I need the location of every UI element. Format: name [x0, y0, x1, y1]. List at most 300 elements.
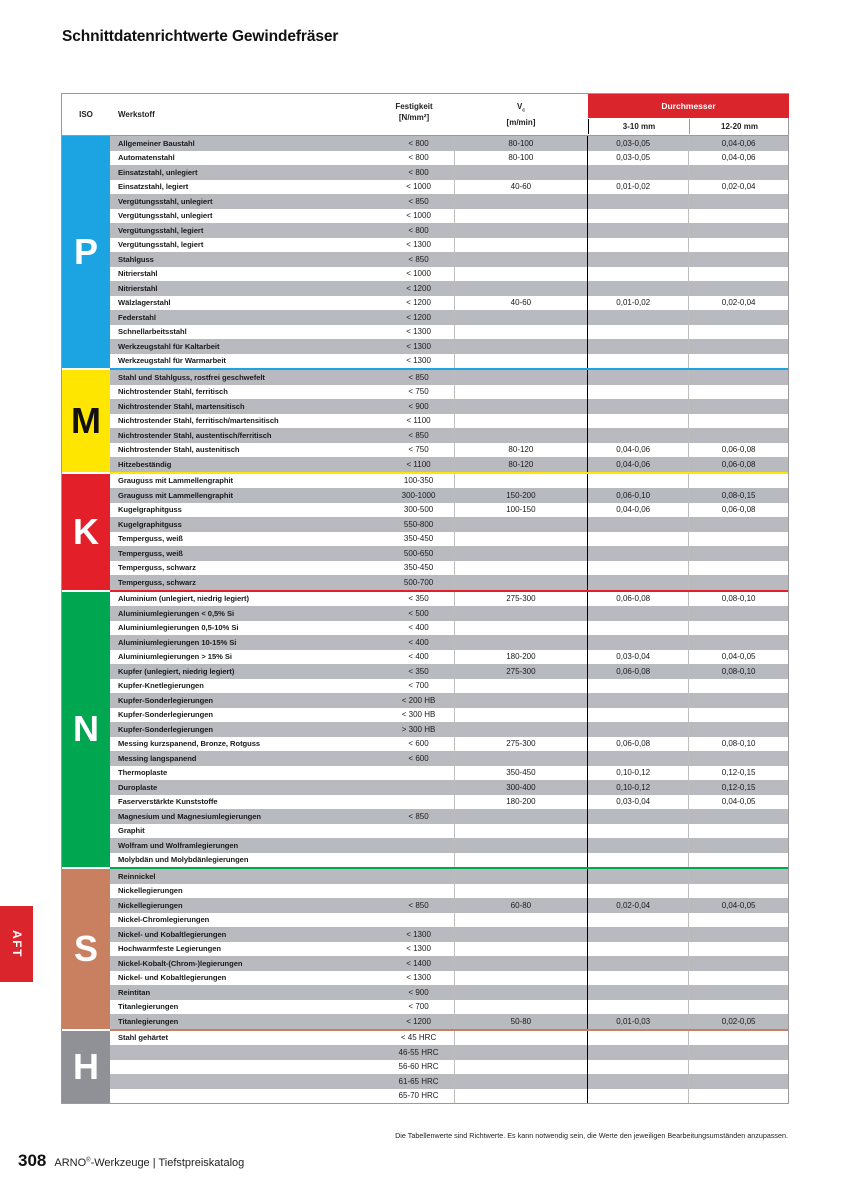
feed-d1-cell — [587, 1000, 688, 1015]
table-row — [110, 180, 788, 195]
material-cell: Werkzeugstahl für Warmarbeit — [118, 356, 226, 366]
vc-cell: 50-80 — [454, 1014, 588, 1029]
table-row — [110, 1000, 788, 1015]
vc-cell — [454, 209, 588, 224]
header-d1: 3-10 mm — [588, 119, 689, 134]
strength-cell: < 400 — [408, 637, 429, 647]
table-row — [110, 428, 788, 443]
material-cell: Einsatzstahl, unlegiert — [118, 167, 198, 177]
material-cell: Temperguss, weiß — [118, 534, 183, 544]
table-row — [110, 194, 788, 209]
feed-d2-cell — [688, 546, 788, 561]
iso-label: M — [62, 370, 110, 472]
material-cell: Kugelgraphitguss — [118, 519, 182, 529]
strength-cell: < 850 — [408, 430, 429, 440]
table-row — [110, 488, 788, 503]
material-cell — [110, 1089, 364, 1104]
material-cell: Wolfram und Wolframlegierungen — [118, 840, 239, 850]
iso-group-m — [62, 370, 788, 472]
feed-d2-cell — [688, 1031, 788, 1046]
table-row — [110, 310, 788, 325]
feed-d1-cell: 0,03-0,04 — [587, 650, 688, 665]
feed-d2-cell — [688, 354, 788, 369]
vc-cell — [454, 971, 588, 986]
strength-cell: < 400 — [408, 652, 429, 662]
feed-d1-cell: 0,01-0,02 — [587, 180, 688, 195]
feed-d1-cell: 0,01-0,03 — [587, 1014, 688, 1029]
feed-d1-cell — [587, 751, 688, 766]
material-cell: Temperguss, weiß — [118, 548, 183, 558]
feed-d1-cell — [587, 606, 688, 621]
table-row — [110, 824, 788, 839]
feed-d1-cell: 0,01-0,02 — [587, 296, 688, 311]
feed-d2-cell — [688, 428, 788, 443]
header-festigkeit-label: Festigkeit — [395, 102, 433, 111]
material-cell: Kupfer (unlegiert, niedrig legiert) — [118, 666, 235, 676]
vc-cell: 150-200 — [454, 488, 588, 503]
strength-cell: < 850 — [408, 811, 429, 821]
strength-cell: < 900 — [408, 987, 429, 997]
vc-cell — [454, 252, 588, 267]
header-festigkeit-unit: [N/mm²] — [398, 113, 430, 122]
strength-cell: < 300 HB — [401, 710, 436, 720]
material-cell: Nichtrostender Stahl, austenitisch — [118, 445, 240, 455]
table-row — [110, 722, 788, 737]
feed-d1-cell — [587, 339, 688, 354]
vc-cell — [454, 370, 588, 385]
material-cell: Nickellegierungen — [118, 886, 183, 896]
material-cell: Nichtrostender Stahl, ferritisch/martensitisch — [118, 416, 279, 426]
table-row — [110, 414, 788, 429]
header-festigkeit — [364, 101, 464, 123]
feed-d1-cell: 0,04-0,06 — [587, 457, 688, 472]
material-cell: Vergütungsstahl, unlegiert — [118, 211, 213, 221]
table-row — [110, 869, 788, 884]
feed-d2-cell — [688, 1074, 788, 1089]
vc-cell: 100-150 — [454, 503, 588, 518]
table-row — [110, 971, 788, 986]
vc-cell — [454, 517, 588, 532]
table-row — [110, 209, 788, 224]
feed-d1-cell — [587, 223, 688, 238]
header-vc-unit: [m/min] — [506, 117, 536, 127]
table-row — [110, 457, 788, 472]
material-cell: Stahlguss — [118, 254, 154, 264]
material-cell: Nichtrostender Stahl, martensitisch — [118, 401, 245, 411]
vc-cell — [454, 606, 588, 621]
feed-d2-cell — [688, 532, 788, 547]
feed-d1-cell — [587, 238, 688, 253]
material-cell: Nickel-Chromlegierungen — [118, 915, 210, 925]
table-body — [62, 136, 788, 1103]
vc-cell — [454, 223, 588, 238]
material-cell: Kugelgraphitguss — [118, 505, 182, 515]
feed-d2-cell — [688, 971, 788, 986]
table-row — [110, 1031, 788, 1046]
iso-group-s — [62, 869, 788, 1029]
strength-cell: < 1000 — [406, 269, 431, 279]
table-row — [110, 679, 788, 694]
table-row — [110, 325, 788, 340]
feed-d1-cell — [587, 971, 688, 986]
feed-d1-cell — [587, 708, 688, 723]
vc-cell — [454, 310, 588, 325]
feed-d1-cell: 0,06-0,08 — [587, 737, 688, 752]
vc-cell — [454, 708, 588, 723]
feed-d2-cell — [688, 722, 788, 737]
feed-d1-cell — [587, 325, 688, 340]
table-row — [110, 339, 788, 354]
vc-cell: 275-300 — [454, 664, 588, 679]
vc-cell — [454, 1074, 588, 1089]
feed-d2-cell — [688, 399, 788, 414]
feed-d1-cell — [587, 1060, 688, 1075]
material-cell: Stahl gehärtet — [118, 1033, 168, 1043]
header-iso: ISO — [79, 110, 93, 119]
vc-cell — [454, 838, 588, 853]
vc-cell — [454, 884, 588, 899]
strength-cell: < 1300 — [406, 929, 431, 939]
feed-d1-cell — [587, 281, 688, 296]
vc-cell — [454, 399, 588, 414]
vc-cell — [454, 853, 588, 868]
strength-cell: < 1100 — [406, 459, 431, 469]
table-row — [110, 267, 788, 282]
feed-d2-cell: 0,06-0,08 — [688, 503, 788, 518]
table-row — [110, 399, 788, 414]
strength-cell: < 800 — [408, 153, 429, 163]
table-row — [110, 1045, 788, 1060]
feed-d1-cell: 0,03-0,04 — [587, 795, 688, 810]
feed-d1-cell: 0,06-0,10 — [587, 488, 688, 503]
strength-cell: < 45 HRC — [400, 1033, 437, 1043]
feed-d2-cell — [688, 325, 788, 340]
feed-d2-cell — [688, 252, 788, 267]
strength-cell: < 850 — [408, 372, 429, 382]
feed-d1-cell — [587, 884, 688, 899]
material-cell: Messing langspanend — [118, 753, 197, 763]
table-row — [110, 1074, 788, 1089]
feed-d2-cell — [688, 824, 788, 839]
vc-cell — [454, 635, 588, 650]
feed-d1-cell: 0,03-0,05 — [587, 151, 688, 166]
feed-d1-cell — [587, 414, 688, 429]
material-cell: Aluminiumlegierungen 0,5-10% Si — [118, 623, 239, 633]
feed-d1-cell: 0,10-0,12 — [587, 766, 688, 781]
page-footer — [18, 1151, 244, 1171]
strength-cell: < 1300 — [406, 341, 431, 351]
table-row — [110, 517, 788, 532]
table-row — [110, 532, 788, 547]
material-cell: Reinnickel — [118, 871, 156, 881]
table-row — [110, 575, 788, 590]
feed-d1-cell — [587, 913, 688, 928]
feed-d1-cell — [587, 853, 688, 868]
feed-d1-cell — [587, 428, 688, 443]
material-cell: Vergütungsstahl, unlegiert — [118, 196, 213, 206]
material-cell: Graphit — [118, 826, 145, 836]
vc-cell — [454, 824, 588, 839]
material-cell: Thermoplaste — [118, 768, 168, 778]
strength-cell: < 1200 — [406, 1016, 431, 1026]
strength-cell: < 350 — [408, 666, 429, 676]
feed-d1-cell — [587, 985, 688, 1000]
iso-label: K — [62, 474, 110, 590]
vc-cell — [454, 238, 588, 253]
table-row — [110, 281, 788, 296]
feed-d2-cell — [688, 884, 788, 899]
vc-cell: 275-300 — [454, 737, 588, 752]
table-header — [62, 94, 788, 136]
header-vc-label: V — [516, 102, 523, 111]
strength-cell — [364, 795, 454, 810]
table-row — [110, 354, 788, 369]
feed-d1-cell: 0,04-0,06 — [587, 443, 688, 458]
feed-d1-cell — [587, 399, 688, 414]
material-cell: Nickel- und Kobaltlegierungen — [118, 929, 227, 939]
vc-cell — [454, 1089, 588, 1104]
strength-cell — [364, 853, 454, 868]
feed-d1-cell — [587, 1074, 688, 1089]
strength-cell: 300-500 — [403, 505, 434, 515]
feed-d1-cell: 0,10-0,12 — [587, 780, 688, 795]
feed-d1-cell — [587, 869, 688, 884]
feed-d2-cell — [688, 809, 788, 824]
vc-cell — [454, 385, 588, 400]
side-tab-label: AFT — [9, 930, 24, 958]
strength-cell: 500-700 — [403, 577, 434, 587]
vc-cell — [454, 194, 588, 209]
vc-cell: 80-100 — [454, 136, 588, 151]
vc-cell — [454, 927, 588, 942]
feed-d1-cell — [587, 561, 688, 576]
strength-cell: < 1300 — [406, 240, 431, 250]
material-cell: Allgemeiner Baustahl — [118, 138, 195, 148]
feed-d2-cell — [688, 927, 788, 942]
vc-cell: 60-80 — [454, 898, 588, 913]
iso-group-k — [62, 474, 788, 590]
strength-cell: 56-60 HRC — [398, 1062, 439, 1072]
feed-d2-cell — [688, 517, 788, 532]
strength-cell: 65-70 HRC — [398, 1091, 439, 1101]
material-cell: Werkzeugstahl für Kaltarbeit — [118, 341, 220, 351]
feed-d2-cell — [688, 238, 788, 253]
table-row — [110, 370, 788, 385]
footnote: Die Tabellenwerte sind Richtwerte. Es kann notwendig sein, die Werte den jeweiligen Bearbeitungsumständen anzupassen. — [395, 1131, 788, 1140]
strength-cell — [364, 884, 454, 899]
table-row — [110, 606, 788, 621]
vc-cell — [454, 428, 588, 443]
feed-d2-cell: 0,08-0,10 — [688, 664, 788, 679]
feed-d1-cell — [587, 824, 688, 839]
material-cell: Kupfer-Sonderlegierungen — [118, 695, 213, 705]
feed-d2-cell — [688, 474, 788, 489]
table-row — [110, 795, 788, 810]
material-cell: Temperguss, schwarz — [118, 577, 196, 587]
strength-cell: < 800 — [408, 138, 429, 148]
table-row — [110, 927, 788, 942]
strength-cell — [364, 913, 454, 928]
vc-cell — [454, 956, 588, 971]
feed-d1-cell — [587, 956, 688, 971]
feed-d2-cell — [688, 913, 788, 928]
header-werkstoff: Werkstoff — [118, 110, 155, 119]
strength-cell: < 1000 — [406, 182, 431, 192]
strength-cell: < 350 — [408, 594, 429, 604]
table-row — [110, 650, 788, 665]
table-row — [110, 1014, 788, 1029]
strength-cell: < 1300 — [406, 973, 431, 983]
table-row — [110, 592, 788, 607]
footer-brand: ARNO — [54, 1157, 87, 1169]
iso-group-n — [62, 592, 788, 868]
table-row — [110, 296, 788, 311]
material-cell: Nickellegierungen — [118, 900, 183, 910]
feed-d2-cell — [688, 414, 788, 429]
feed-d1-cell — [587, 575, 688, 590]
table-row — [110, 136, 788, 151]
strength-cell: 100-350 — [403, 476, 434, 486]
material-cell: Federstahl — [118, 312, 156, 322]
strength-cell: < 500 — [408, 608, 429, 618]
feed-d2-cell — [688, 194, 788, 209]
vc-cell — [454, 1031, 588, 1046]
strength-cell: < 1000 — [406, 211, 431, 221]
table-row — [110, 780, 788, 795]
table-row — [110, 503, 788, 518]
feed-d2-cell — [688, 1060, 788, 1075]
feed-d2-cell — [688, 1089, 788, 1104]
feed-d1-cell — [587, 165, 688, 180]
strength-cell: < 600 — [408, 739, 429, 749]
material-cell: Kupfer-Knetlegierungen — [118, 681, 204, 691]
vc-cell — [454, 1000, 588, 1015]
feed-d2-cell: 0,06-0,08 — [688, 443, 788, 458]
strength-cell: < 850 — [408, 900, 429, 910]
table-row — [110, 985, 788, 1000]
table-row — [110, 898, 788, 913]
feed-d2-cell — [688, 853, 788, 868]
vc-cell: 40-60 — [454, 296, 588, 311]
vc-cell — [454, 532, 588, 547]
header-vc-sub: c — [522, 107, 526, 114]
vc-cell — [454, 751, 588, 766]
feed-d2-cell — [688, 310, 788, 325]
feed-d2-cell: 0,04-0,05 — [688, 650, 788, 665]
material-cell: Titanlegierungen — [118, 1016, 179, 1026]
table-row — [110, 474, 788, 489]
vc-cell — [454, 354, 588, 369]
table-row — [110, 561, 788, 576]
feed-d1-cell — [587, 621, 688, 636]
material-cell: Kupfer-Sonderlegierungen — [118, 724, 213, 734]
table-row — [110, 809, 788, 824]
feed-d2-cell — [688, 1000, 788, 1015]
feed-d2-cell — [688, 561, 788, 576]
strength-cell: > 300 HB — [401, 724, 436, 734]
table-row — [110, 913, 788, 928]
side-tab — [0, 906, 33, 982]
strength-cell: < 850 — [408, 254, 429, 264]
feed-d2-cell — [688, 575, 788, 590]
feed-d2-cell — [688, 985, 788, 1000]
material-cell: Nitrierstahl — [118, 283, 158, 293]
vc-cell — [454, 722, 588, 737]
vc-cell — [454, 474, 588, 489]
vc-cell — [454, 809, 588, 824]
strength-cell: 350-450 — [403, 563, 434, 573]
material-cell: Nickel- und Kobaltlegierungen — [118, 973, 227, 983]
feed-d2-cell — [688, 370, 788, 385]
feed-d1-cell — [587, 838, 688, 853]
strength-cell — [364, 869, 454, 884]
feed-d2-cell: 0,04-0,06 — [688, 136, 788, 151]
material-cell — [110, 1045, 364, 1060]
page-title: Schnittdatenrichtwerte Gewindefräser — [62, 28, 339, 45]
vc-cell — [454, 679, 588, 694]
feed-d1-cell — [587, 517, 688, 532]
material-cell: Messing kurzspanend, Bronze, Rotguss — [118, 739, 261, 749]
feed-d1-cell — [587, 1031, 688, 1046]
table-row — [110, 443, 788, 458]
feed-d2-cell: 0,08-0,15 — [688, 488, 788, 503]
feed-d2-cell — [688, 1045, 788, 1060]
vc-cell: 80-100 — [454, 151, 588, 166]
strength-cell: 500-650 — [403, 548, 434, 558]
feed-d1-cell — [587, 1045, 688, 1060]
feed-d2-cell: 0,04-0,06 — [688, 151, 788, 166]
strength-cell: < 1300 — [406, 327, 431, 337]
feed-d2-cell — [688, 223, 788, 238]
feed-d1-cell — [587, 252, 688, 267]
strength-cell — [364, 838, 454, 853]
feed-d2-cell — [688, 281, 788, 296]
feed-d2-cell — [688, 621, 788, 636]
strength-cell: < 800 — [408, 225, 429, 235]
material-cell: Aluminiumlegierungen 10-15% Si — [118, 637, 237, 647]
feed-d1-cell: 0,04-0,06 — [587, 503, 688, 518]
vc-cell: 40-60 — [454, 180, 588, 195]
vc-cell — [454, 985, 588, 1000]
material-cell: Nitrierstahl — [118, 269, 158, 279]
footer-label: -Werkzeuge | Tiefstpreiskatalog — [90, 1157, 245, 1169]
material-cell: Grauguss mit Lammellengraphit — [118, 476, 234, 486]
strength-cell — [364, 766, 454, 781]
material-cell: Titanlegierungen — [118, 1002, 179, 1012]
feed-d2-cell — [688, 869, 788, 884]
strength-cell: < 700 — [408, 681, 429, 691]
iso-group-p — [62, 136, 788, 368]
strength-cell: < 900 — [408, 401, 429, 411]
feed-d1-cell — [587, 809, 688, 824]
feed-d1-cell: 0,03-0,05 — [587, 136, 688, 151]
table-row — [110, 664, 788, 679]
strength-cell: < 1200 — [406, 298, 431, 308]
material-cell: Nichtrostender Stahl, austentisch/ferritisch — [118, 430, 272, 440]
vc-cell — [454, 165, 588, 180]
vc-cell — [454, 621, 588, 636]
vc-cell — [454, 561, 588, 576]
material-cell — [110, 1060, 364, 1075]
strength-cell: < 1200 — [406, 312, 431, 322]
material-cell: Stahl und Stahlguss, rostfrei geschwefelt — [118, 372, 265, 382]
table-row — [110, 223, 788, 238]
vc-cell: 80-120 — [454, 457, 588, 472]
vc-cell: 275-300 — [454, 592, 588, 607]
vc-cell — [454, 267, 588, 282]
table-row — [110, 621, 788, 636]
table-row — [110, 385, 788, 400]
